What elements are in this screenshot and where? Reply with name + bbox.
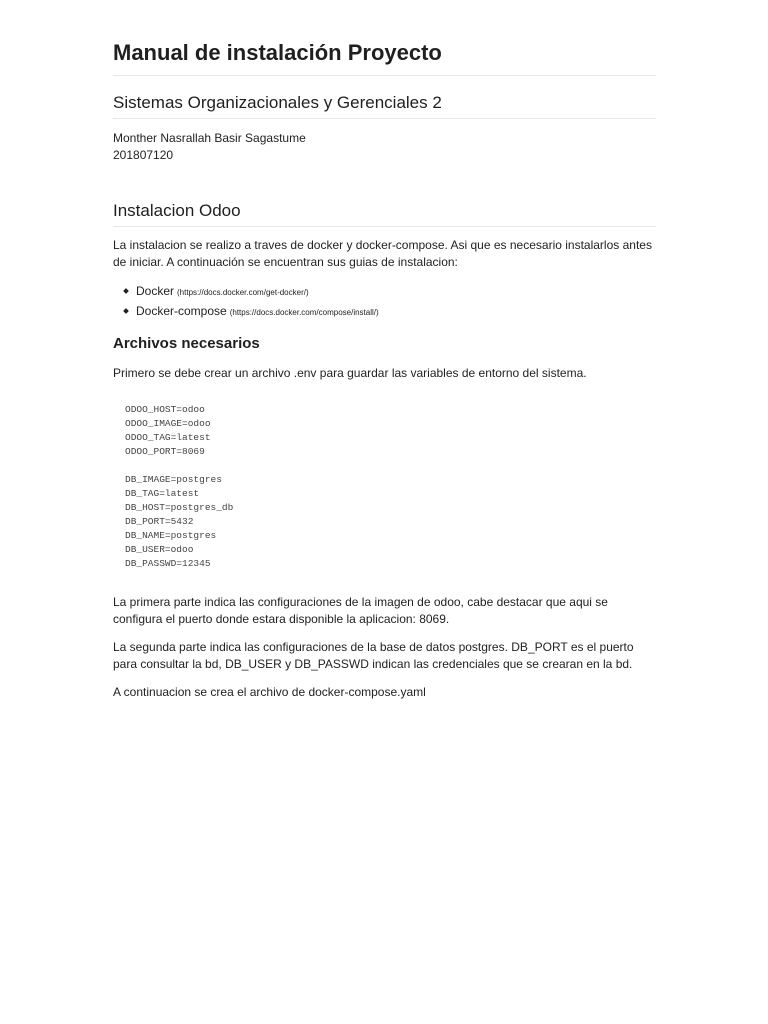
files-intro: Primero se debe crear un archivo .env para guardar las variables de entorno del sistema. <box>113 366 587 380</box>
code-line: ODOO_PORT=8069 <box>125 446 205 457</box>
docker-compose-link[interactable]: Docker-compose <box>136 304 227 318</box>
code-line <box>125 459 233 473</box>
code-line: DB_PASSWD=12345 <box>125 558 211 569</box>
bullet-icon <box>123 308 129 314</box>
docker-link[interactable]: Docker <box>136 284 175 298</box>
author-name: Monther Nasrallah Basir Sagastume <box>113 131 306 145</box>
author-id: 201807120 <box>113 148 174 162</box>
docker-link-url[interactable]: (https://docs.docker.com/get-docker/) <box>177 288 309 297</box>
list-item <box>113 281 379 301</box>
code-line: DB_IMAGE=postgres <box>125 474 222 485</box>
odoo-config-paragraph: La primera parte indica las configuraciones de la imagen de odoo, cabe destacar que aqui se configura el puerto donde estara disponible la aplicacion: 8069. <box>113 595 608 626</box>
install-intro: La instalacion se realizo a traves de docker y docker-compose. Asi que es necesario instalarlos antes de iniciar. A continuación se encuentran sus guias de instalacion: <box>113 238 652 269</box>
code-line: ODOO_TAG=latest <box>125 432 211 443</box>
code-line: DB_TAG=latest <box>125 488 200 499</box>
install-heading: Instalacion Odoo <box>113 201 241 220</box>
code-line: ODOO_IMAGE=odoo <box>125 418 211 429</box>
postgres-config-paragraph: La segunda parte indica las configuraciones de la base de datos postgres. DB_PORT es el puerto para consultar la bd, DB_USER y DB_PASSWD indican las credenciales que se crearan en la bd. <box>113 640 634 671</box>
title-divider <box>113 75 656 76</box>
document-title: Manual de instalación Proyecto <box>113 40 442 65</box>
subtitle-divider <box>113 118 656 119</box>
env-code-block <box>125 403 233 571</box>
code-line: DB_USER=odoo <box>125 544 194 555</box>
install-divider <box>113 226 656 227</box>
bullet-icon <box>123 288 129 294</box>
code-line: DB_HOST=postgres_db <box>125 502 234 513</box>
list-item <box>113 301 379 321</box>
document-subtitle: Sistemas Organizacionales y Gerenciales 2 <box>113 93 442 112</box>
install-links-list <box>113 281 379 321</box>
code-line: DB_NAME=postgres <box>125 530 217 541</box>
code-line: DB_PORT=5432 <box>125 516 194 527</box>
files-heading: Archivos necesarios <box>113 335 260 352</box>
code-line: ODOO_HOST=odoo <box>125 404 205 415</box>
docker-compose-paragraph: A continuacion se crea el archivo de docker-compose.yaml <box>113 685 426 699</box>
docker-compose-link-url[interactable]: (https://docs.docker.com/compose/install/) <box>229 308 379 317</box>
